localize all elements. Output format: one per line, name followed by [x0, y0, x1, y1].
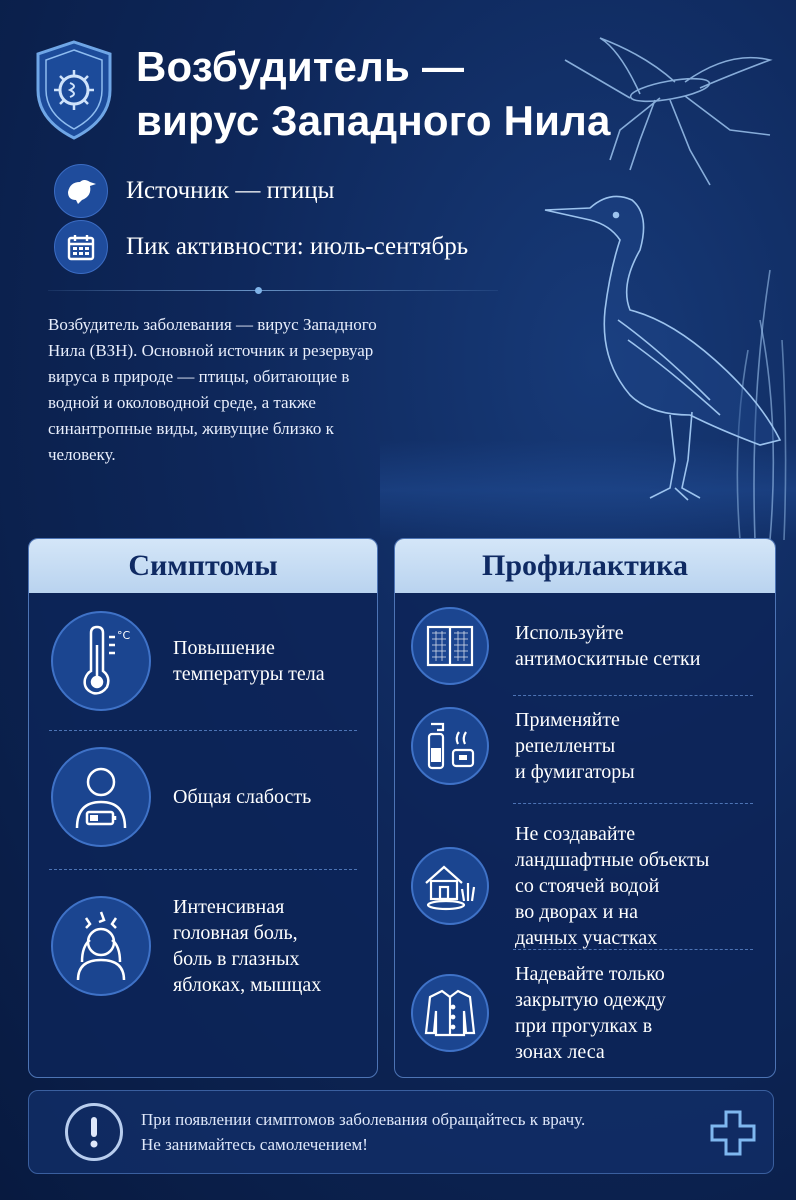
- dashed-divider: [513, 803, 753, 804]
- intro-line: вируса в природе — птицы, обитающие в: [48, 367, 350, 386]
- prevention-line: ландшафтные объекты: [515, 849, 710, 871]
- symptom-text: [173, 894, 321, 998]
- svg-text:°C: °C: [117, 629, 131, 642]
- title-line-2: вирус Западного Нила: [136, 97, 611, 144]
- prevention-nets: [411, 607, 775, 685]
- prevention-line: и фумигаторы: [515, 761, 635, 783]
- symptoms-panel: [28, 538, 378, 1078]
- prevention-clothing: [411, 961, 775, 1065]
- peak-text: Пик активности: июль-сентябрь: [126, 233, 469, 260]
- weak-person-icon: [51, 747, 151, 847]
- dashed-divider: [49, 869, 357, 870]
- warning-line: При появлении симптомов заболевания обращайтесь к врачу.: [141, 1110, 586, 1129]
- intro-paragraph: [48, 312, 448, 468]
- warning-text: [141, 1107, 585, 1157]
- virus-shield-icon: [32, 38, 116, 142]
- window-net-icon: [411, 607, 489, 685]
- prevention-line: со стоячей водой: [515, 875, 660, 897]
- prevention-line: Не создавайте: [515, 823, 636, 845]
- title-line-1: Возбудитель —: [136, 43, 465, 90]
- prevention-line: репелленты: [515, 735, 616, 757]
- medical-cross-icon: [709, 1109, 757, 1157]
- symptom-text: [173, 784, 311, 810]
- dashed-divider: [49, 730, 357, 731]
- symptom-line: головная боль,: [173, 922, 298, 944]
- prevention-text: [515, 620, 700, 672]
- prevention-line: закрытую одежду: [515, 989, 666, 1011]
- symptoms-header: [29, 539, 377, 593]
- symptom-line: Общая слабость: [173, 786, 312, 808]
- intro-line: водной и околоводной среде, а также: [48, 393, 316, 412]
- dashed-divider: [513, 695, 753, 696]
- repellent-icon: [411, 707, 489, 785]
- prevention-line: Используйте: [515, 622, 624, 644]
- prevention-line: Применяйте: [515, 709, 620, 731]
- intro-line: Нила (ВЗН). Основной источник и резервуар: [48, 341, 374, 360]
- bird-icon: [54, 164, 108, 218]
- info-source: [54, 164, 334, 218]
- warning-banner: [28, 1090, 774, 1174]
- divider-line: [48, 290, 498, 291]
- calendar-icon: [54, 220, 108, 274]
- jacket-icon: [411, 974, 489, 1052]
- exclamation-icon: [65, 1103, 123, 1161]
- headache-icon: [51, 896, 151, 996]
- prevention-text: [515, 707, 635, 785]
- heron-icon: [545, 196, 780, 500]
- prevention-text: [515, 821, 709, 951]
- prevention-line: антимоскитные сетки: [515, 648, 701, 670]
- symptom-line: Повышение: [173, 637, 275, 659]
- symptom-line: яблоках, мышцах: [173, 974, 322, 996]
- prevention-standing-water: [411, 821, 775, 951]
- symptom-text: [173, 635, 325, 687]
- prevention-text: [515, 961, 666, 1065]
- symptom-weakness: [51, 747, 377, 847]
- symptom-line: боль в глазных: [173, 948, 300, 970]
- thermometer-icon: [51, 611, 151, 711]
- intro-line: Возбудитель заболевания — вирус Западного: [48, 315, 377, 334]
- prevention-repellents: [411, 707, 775, 785]
- symptom-line: Интенсивная: [173, 896, 285, 918]
- prevention-title: Профилактика: [481, 549, 689, 582]
- prevention-line: дачных участках: [515, 927, 658, 949]
- symptoms-title: Симптомы: [128, 549, 278, 582]
- prevention-header: [395, 539, 775, 593]
- prevention-line: во дворах и на: [515, 901, 638, 923]
- prevention-line: зонах леса: [515, 1041, 605, 1063]
- info-peak: [54, 220, 468, 274]
- warning-line: Не занимайтесь самолечением!: [141, 1135, 368, 1154]
- page-title: [136, 40, 656, 148]
- house-water-icon: [411, 847, 489, 925]
- symptom-line: температуры тела: [173, 663, 325, 685]
- source-text: Источник — птицы: [126, 177, 335, 204]
- symptom-headache: [51, 894, 377, 998]
- intro-line: синантропные виды, живущие близко к: [48, 419, 334, 438]
- prevention-line: Надевайте только: [515, 963, 665, 985]
- intro-line: человеку.: [48, 445, 116, 464]
- prevention-panel: [394, 538, 776, 1078]
- divider-dot: [255, 287, 262, 294]
- dashed-divider: [513, 949, 753, 950]
- symptom-fever: [51, 611, 377, 711]
- prevention-line: при прогулках в: [515, 1015, 653, 1037]
